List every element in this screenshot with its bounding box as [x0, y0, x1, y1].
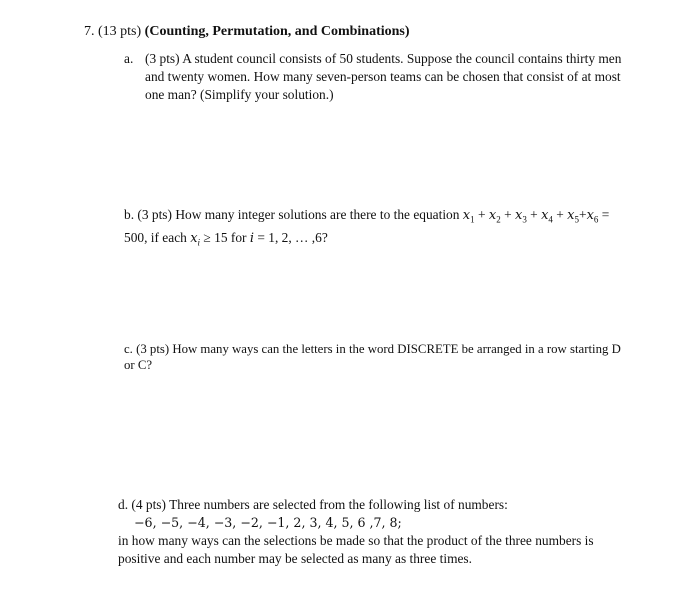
- problem-heading: [84, 24, 410, 40]
- question-c: [124, 341, 624, 373]
- question-d-text: in how many ways can the selections be made so that the product of the three numbers is positive and each number may be selected as many as three times.: [118, 533, 594, 566]
- question-a: [124, 50, 624, 102]
- question-c-text: c. (3 pts) How many ways can the letters in the word DISCRETE be arranged in a row starting D or C?: [124, 342, 621, 372]
- question-a-text: (3 pts) A student council consists of 50 students. Suppose the council contains thirty men and twenty women. How many seven-person teams can be chosen that consist of at most one man? (Simplify your solution.): [145, 51, 622, 102]
- question-d: [118, 496, 628, 568]
- question-b: b. (3 pts) How many integer solutions are there to the equation $x_1 + x_2 + x_3 + x_4 + x_5+x_6 = 500$, if each $x_i \ge 15$ for i = 1, 2, … ,6?: [124, 207, 610, 248]
- question-b-condition: ≥ 15 for: [203, 229, 247, 245]
- question-b-equation-rhs: = 500, if each: [124, 207, 610, 245]
- problem-number: 7. (13 pts): [84, 24, 142, 39]
- question-d-intro: d. (4 pts) Three numbers are selected from the following list of numbers:: [118, 497, 508, 512]
- question-a-label: a.: [124, 51, 134, 66]
- problem-title: (Counting, Permutation, and Combinations): [144, 24, 410, 39]
- question-b-equation: $x_1 + x_2 + x_3 + x_4 + x_5+x_6$: [462, 207, 599, 225]
- question-b-range: = 1, 2, … ,6?: [257, 229, 328, 245]
- question-b-intro: b. (3 pts) How many integer solutions are there to the equation: [124, 207, 460, 222]
- question-d-number-list: −6, −5, −4, −3, −2, −1, 2, 3, 4, 5, 6 ,7, 8;: [134, 515, 402, 530]
